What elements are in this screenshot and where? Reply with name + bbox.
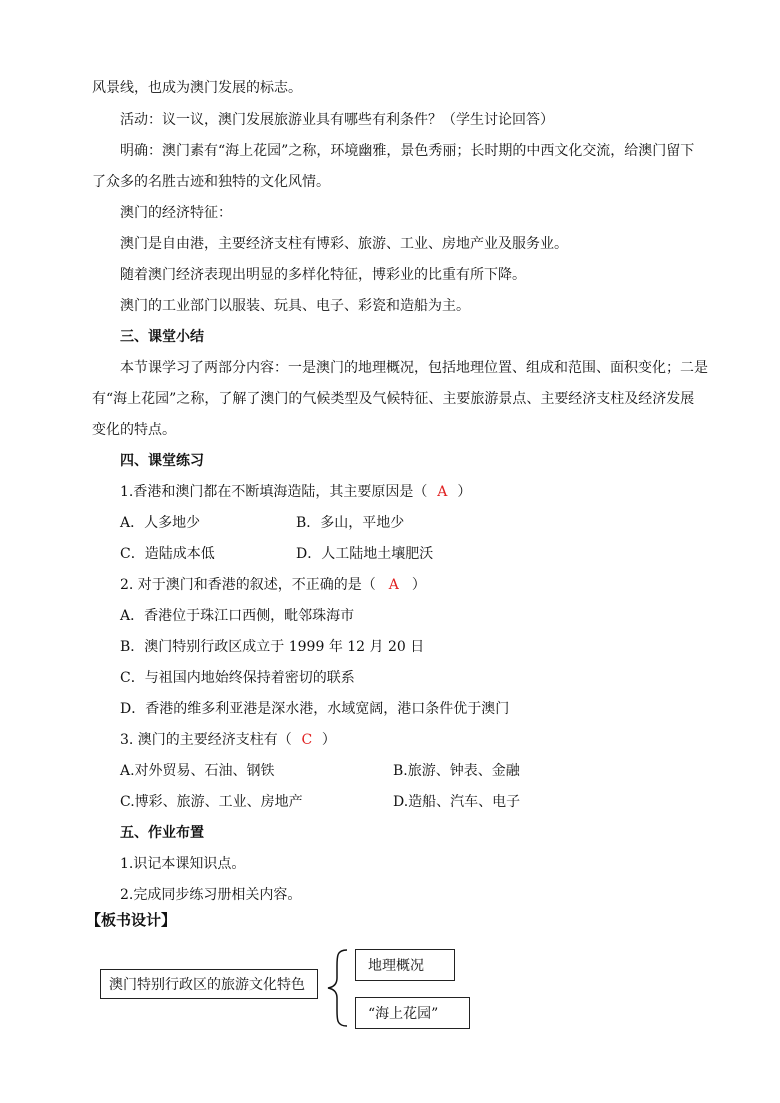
q2-option-d: D．香港的维多利亚港是深水港，水域宽阔，港口条件优于澳门: [120, 701, 510, 717]
economy-point-2: 随着澳门经济表现出明显的多样化特征，博彩业的比重有所下降。: [120, 267, 526, 283]
homework-heading: 五、作业布置: [120, 825, 204, 841]
q1-option-b: B．多山，平地少: [296, 515, 405, 531]
q2-option-b: B．澳门特别行政区成立于 1999 年 12 月 20 日: [120, 639, 425, 655]
homework-item-1: 1.识记本课知识点。: [120, 856, 246, 872]
practice-heading: 四、课堂练习: [120, 453, 204, 469]
q2-option-c: C．与祖国内地始终保持着密切的联系: [120, 670, 355, 686]
question-2-close: ）: [411, 577, 426, 593]
q1-option-a: A．人多地少: [120, 515, 201, 531]
question-1-close: ）: [457, 484, 472, 500]
board-main-box: [100, 969, 318, 999]
question-1: [120, 482, 471, 502]
question-2: [120, 575, 426, 595]
economy-title: 澳门的经济特征：: [120, 205, 232, 221]
q1-option-c: C．造陆成本低: [120, 546, 215, 562]
activity-text: 活动：议一议，澳门发展旅游业具有哪些有利条件？（学生讨论回答）: [120, 112, 554, 128]
question-2-stem: 2. 对于澳门和香港的叙述，不正确的是（: [120, 577, 376, 593]
board-branch-geography-label: 地理概况: [368, 958, 424, 974]
question-3: [120, 730, 336, 750]
homework-item-2: 2.完成同步练习册相关内容。: [120, 887, 302, 903]
board-branch-sea-garden: [355, 997, 470, 1029]
question-1-stem: 1.香港和澳门都在不断填海造陆，其主要原因是（: [120, 484, 428, 500]
question-3-answer: C: [301, 732, 313, 748]
paragraph-tail: 风景线，也成为澳门发展的标志。: [92, 80, 302, 96]
question-1-answer: A: [437, 484, 448, 500]
board-main-label: 澳门特别行政区的旅游文化特色: [109, 977, 305, 993]
question-2-answer: A: [388, 577, 399, 593]
summary-line-1: 本节课学习了两部分内容：一是澳门的地理概况，包括地理位置、组成和范围、面积变化；二是: [120, 360, 708, 376]
curly-brace-icon: [325, 948, 351, 1028]
q3-option-c: C.博彩、旅游、工业、房地产: [120, 794, 303, 810]
board-branch-sea-garden-label: “海上花园”: [368, 1006, 439, 1022]
q3-option-d: D.造船、汽车、电子: [393, 794, 521, 810]
question-3-close: ）: [321, 732, 336, 748]
summary-line-2: 有“海上花园”之称，了解了澳门的气候类型及气候特征、主要旅游景点、主要经济支柱及经济发展: [92, 391, 695, 407]
clarify-line-2: 了众多的名胜古迹和独特的文化风情。: [92, 174, 330, 190]
economy-point-1: 澳门是自由港，主要经济支柱有博彩、旅游、工业、房地产业及服务业。: [120, 236, 568, 252]
summary-line-3: 变化的特点。: [92, 422, 176, 438]
summary-heading: 三、课堂小结: [120, 329, 204, 345]
clarify-line-1: 明确：澳门素有“海上花园”之称，环境幽雅，景色秀丽；长时期的中西文化交流，给澳门留下: [120, 143, 695, 159]
board-branch-geography: [355, 949, 455, 981]
q3-option-a: A.对外贸易、石油、钢铁: [120, 763, 275, 779]
board-heading: 【板书设计】: [86, 911, 177, 929]
q1-option-d: D．人工陆地土壤肥沃: [296, 546, 434, 562]
q2-option-a: A．香港位于珠江口西侧，毗邻珠海市: [120, 608, 355, 624]
economy-point-3: 澳门的工业部门以服装、玩具、电子、彩瓷和造船为主。: [120, 298, 470, 314]
q3-option-b: B.旅游、钟表、金融: [393, 763, 520, 779]
question-3-stem: 3. 澳门的主要经济支柱有（: [120, 732, 292, 748]
